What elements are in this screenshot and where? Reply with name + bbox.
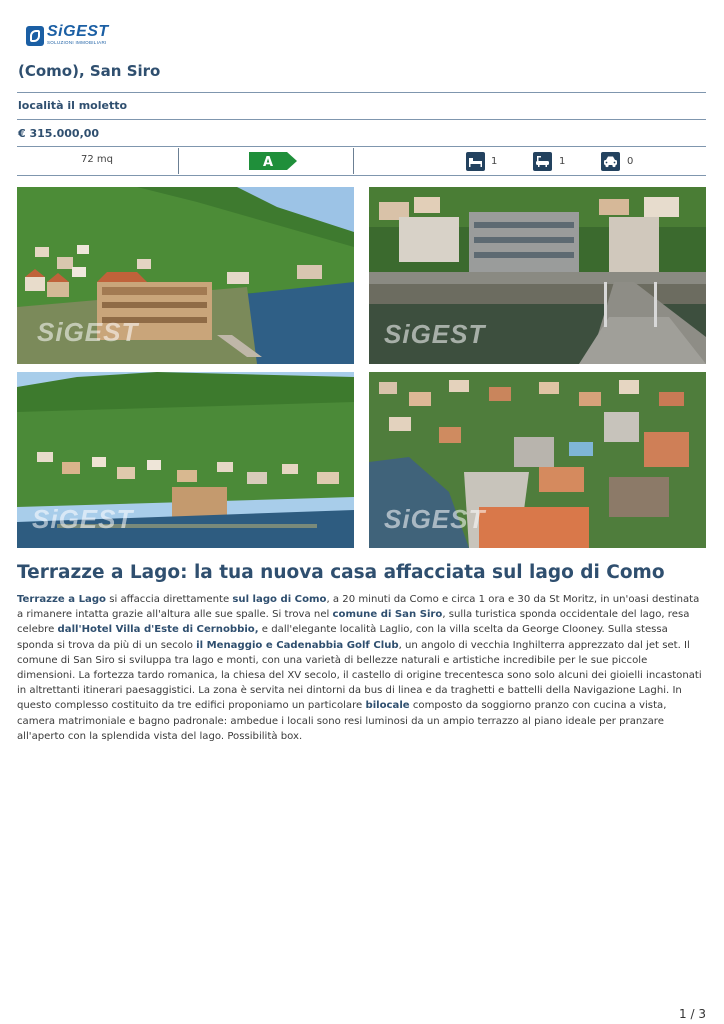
price: € 315.000,00 [18,127,100,140]
description-highlight: Terrazze a Lago [17,594,106,605]
divider [17,119,706,120]
divider [17,92,706,93]
car-icon [601,152,620,171]
description-highlight: sul lago di Como [232,594,327,605]
bathrooms-value: 1 [559,156,566,167]
description-highlight: comune di San Siro [332,609,443,621]
property-info-row [17,147,706,175]
photo-watermark: SiGEST [384,504,486,534]
description-text: , sulla turistica sponda occidentale del lago, resa celebre [17,609,690,636]
divider [178,148,179,174]
sigest-logo [26,24,116,48]
sigest-logo-icon [26,26,44,46]
description-text: composto da soggiorno pranzo con cucina a vista, camera matrimoniale e bagno padronale: ambedue i locali sono resi luminosi da un ampio terrazzo al piano ideale per pranzare all'aperto con la splendida vista del lago. Possibilità box. [17,700,667,742]
description-text: , un angolo di vecchia Inghilterra apprezzato dal jet set. Il comune di San Siro si sviluppa tra lago e monti, con una varietà di bellezze naturali e artistiche incredibile per le sue piccole dimensioni. La fortezza tardo romanica, la chiesa del XV secolo, il castello di origine trecentesca sono solo alcuni dei gioielli incastonati in altrettanti itinerari paesaggistici. La zona è servita nei dintorni da bus di linea e da traghetti e battelli della Navigazione Laghi. In questo complesso costituito da tre edifici proponiamo un particolare [17,639,702,712]
page-indicator: 1 / 3 [679,1007,706,1021]
listing-headline: Terrazze a Lago: la tua nuova casa affacciata sul lago di Como [17,562,665,583]
bathtub-icon [533,152,552,171]
photo-watermark: SiGEST [384,319,486,349]
location-title: (Como), San Siro [18,62,161,80]
property-photo-3[interactable] [17,372,354,548]
photo-watermark: SiGEST [32,504,134,534]
description-highlight: il Menaggio e Cadenabbia Golf Club [196,639,399,651]
logo-tagline: SOLUZIONI IMMOBILIARI [47,40,107,45]
bedrooms-value: 1 [491,156,498,167]
description-text: e dall'elegante località Laglio, con la villa scelta da George Clooney. Sulla stessa sponda si trova da più di un secolo [17,624,668,651]
photo-watermark: SiGEST [37,317,139,347]
description-text: , a 20 minuti da Como e circa 1 ora e 30 da St Moritz, in un'oasi destinata a rimanere intatta grazie all'altura alle sue spalle. Si trova nel [17,594,700,621]
area-value: 72 mq [81,154,113,165]
energy-class-badge [249,152,297,170]
energy-class-label: A [262,155,274,170]
divider [17,175,706,176]
description-highlight: bilocale [365,700,410,712]
parking-value: 0 [627,156,634,167]
property-photo-4[interactable] [369,372,706,548]
description-highlight: dall'Hotel Villa d'Este di Cernobbio, [57,624,259,636]
address: località il moletto [18,99,128,112]
description-text: si affaccia direttamente [106,594,233,605]
property-photo-1[interactable] [17,187,354,364]
listing-description [17,592,707,744]
logo-name: SiGEST [47,23,109,40]
bed-icon [466,152,485,171]
property-photo-2[interactable] [369,187,706,364]
divider [353,148,354,174]
